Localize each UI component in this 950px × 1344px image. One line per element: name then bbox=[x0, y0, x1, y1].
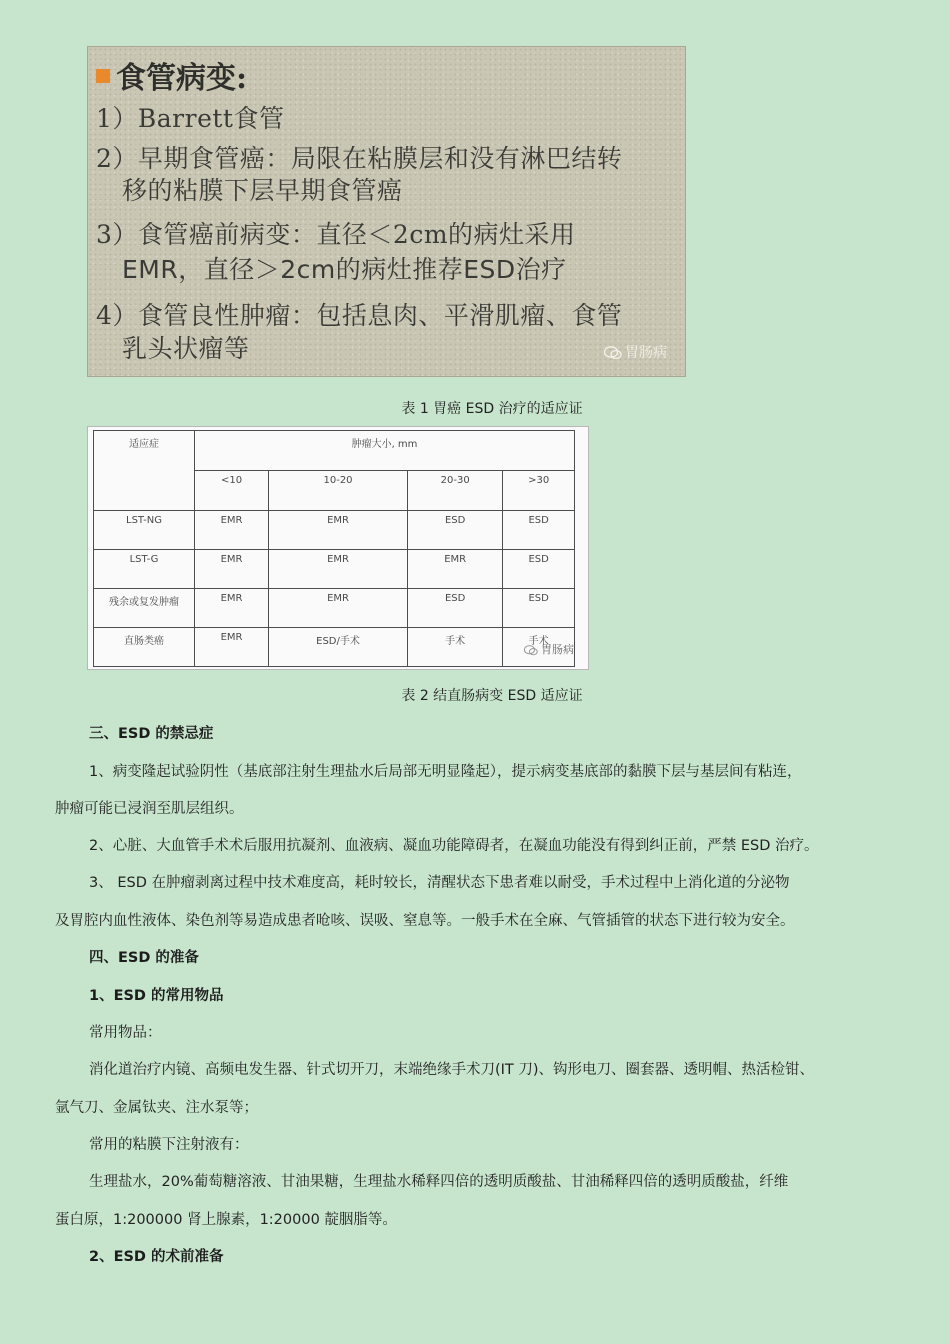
contraindication-3-line-1: 3、 ESD 在肿瘤剥离过程中技术难度高，耗时较长，清醒状态下患者难以耐受，手术过程中上消化道的分泌物 bbox=[89, 875, 790, 891]
table-cell: EMR bbox=[195, 550, 269, 589]
header-size-col: 10-20 bbox=[269, 471, 408, 511]
table-cell: EMR bbox=[269, 550, 408, 589]
header-size-col: >30 bbox=[503, 471, 575, 511]
injection-fluids-label: 常用的粘膜下注射液有： bbox=[89, 1137, 249, 1153]
table-cell: EMR bbox=[269, 589, 408, 628]
slide-line-3: 移的粘膜下层早期食管癌 bbox=[122, 176, 403, 205]
slide-line-2: 2）早期食管癌：局限在粘膜层和没有淋巴结转 bbox=[96, 144, 623, 173]
table-cell: ESD bbox=[408, 589, 503, 628]
injection-fluids-line-2: 蛋白原，1:200000 肾上腺素，1:20000 靛胭脂等。 bbox=[55, 1212, 397, 1228]
slide-line-5: EMR，直径＞2cm的病灶推荐ESD治疗 bbox=[122, 255, 567, 284]
table-cell: EMR bbox=[269, 511, 408, 550]
table-cell: EMR bbox=[195, 628, 269, 667]
header-size-col: <10 bbox=[195, 471, 269, 511]
table-cell: ESD/手术 bbox=[269, 628, 408, 667]
table1-caption: 表 1 胃癌 ESD 治疗的适应证 bbox=[401, 401, 583, 417]
slide-line-7: 乳头状瘤等 bbox=[122, 334, 250, 363]
section4-sub1-heading: 1、ESD 的常用物品 bbox=[89, 988, 224, 1004]
common-items-line-2: 氩气刀、金属钛夹、注水泵等； bbox=[55, 1100, 258, 1116]
slide-line-1: 1）Barrett食管 bbox=[96, 104, 285, 133]
common-items-line-1: 消化道治疗内镜、高频电发生器、针式切开刀，末端绝缘手术刀(IT 刀)、钩形电刀、圈套器、透明帽、热活检钳、 bbox=[89, 1062, 815, 1078]
common-items-label: 常用物品： bbox=[89, 1025, 162, 1041]
header-size-col: 20-30 bbox=[408, 471, 503, 511]
table-cell: ESD bbox=[503, 550, 575, 589]
row-label: LST-NG bbox=[94, 511, 195, 550]
row-label: LST-G bbox=[94, 550, 195, 589]
table-cell: EMR bbox=[195, 589, 269, 628]
orange-square-bullet-icon bbox=[96, 69, 110, 83]
esophageal-lesions-slide-image bbox=[87, 46, 686, 377]
slide-line-4: 3）食管癌前病变：直径＜2cm的病灶采用 bbox=[96, 220, 576, 249]
injection-fluids-line-1: 生理盐水，20%葡萄糖溶液、甘油果糖，生理盐水稀释四倍的透明质酸盐、甘油稀释四倍的透明质酸盐，纤维 bbox=[89, 1174, 789, 1190]
table-row bbox=[94, 589, 575, 628]
table-cell: ESD bbox=[503, 589, 575, 628]
header-tumor-size: 肿瘤大小, mm bbox=[195, 431, 575, 471]
section4-heading: 四、ESD 的准备 bbox=[89, 950, 199, 966]
colorectal-esd-table-image bbox=[87, 426, 589, 670]
table-cell: EMR bbox=[195, 511, 269, 550]
contraindication-1-line-1: 1、病变隆起试验阴性（基底部注射生理盐水后局部无明显隆起），提示病变基底部的黏膜下层与基层间有粘连， bbox=[89, 764, 802, 780]
wechat-icon bbox=[604, 346, 622, 360]
table-row bbox=[94, 511, 575, 550]
section3-heading: 三、ESD 的禁忌症 bbox=[89, 726, 214, 742]
contraindication-1-line-2: 肿瘤可能已浸润至肌层组织。 bbox=[55, 801, 244, 817]
contraindication-3-line-2: 及胃腔内血性液体、染色剂等易造成患者呛咳、误吸、窒息等。一般手术在全麻、气管插管的状态下进行较为安全。 bbox=[55, 913, 795, 929]
contraindication-2: 2、心脏、大血管手术术后服用抗凝剂、血液病、凝血功能障碍者，在凝血功能没有得到纠正前，严禁 ESD 治疗。 bbox=[89, 838, 819, 854]
row-label: 残余或复发肿瘤 bbox=[94, 589, 195, 628]
table-cell: ESD bbox=[503, 511, 575, 550]
table-header-row bbox=[94, 431, 575, 471]
table-row bbox=[94, 628, 575, 667]
slide-line-6: 4）食管良性肿瘤：包括息肉、平滑肌瘤、食管 bbox=[96, 301, 623, 330]
section4-sub2-heading: 2、ESD 的术前准备 bbox=[89, 1249, 224, 1265]
row-label: 直肠类癌 bbox=[94, 628, 195, 667]
wechat-icon bbox=[524, 645, 538, 656]
table2-caption: 表 2 结直肠病变 ESD 适应证 bbox=[401, 688, 583, 704]
table-row bbox=[94, 550, 575, 589]
table-cell: 手术 bbox=[503, 628, 575, 667]
table-cell: ESD bbox=[408, 511, 503, 550]
table-cell: EMR bbox=[408, 550, 503, 589]
table-cell: 手术 bbox=[408, 628, 503, 667]
slide-title: 食管病变: bbox=[96, 53, 247, 97]
esd-indication-table bbox=[93, 430, 575, 667]
table-watermark: 胃肠病 bbox=[524, 641, 574, 657]
slide-watermark: 胃肠病 bbox=[604, 342, 667, 362]
header-indication: 适应症 bbox=[94, 431, 195, 511]
